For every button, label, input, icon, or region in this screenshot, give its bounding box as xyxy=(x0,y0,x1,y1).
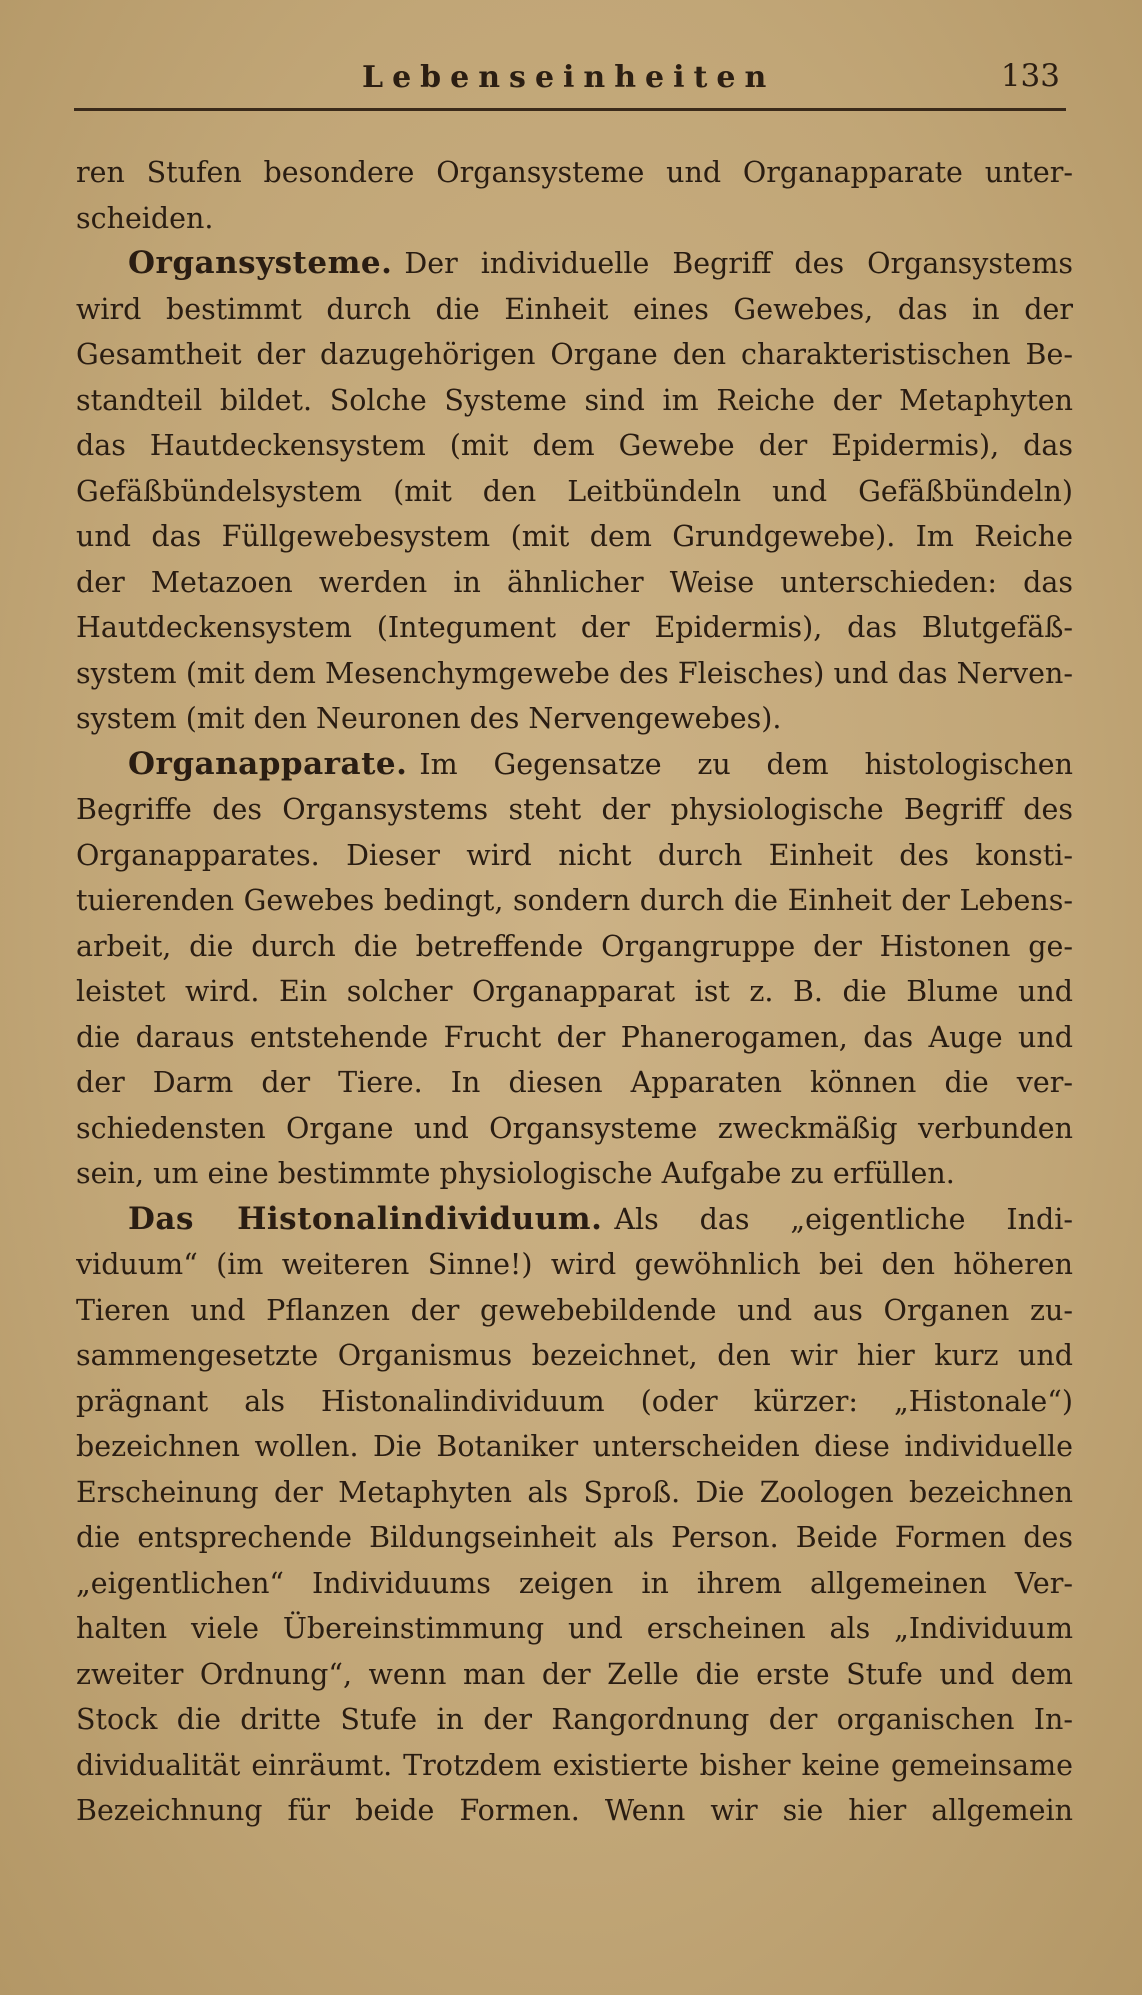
text-line xyxy=(76,514,1073,560)
line-text: system (mit den Neuronen des Nervengewebes). xyxy=(76,702,782,735)
line-text: Gefäßbündelsystem (mit den Leitbündeln und Gefäßbündeln) xyxy=(76,474,1073,508)
text-line xyxy=(76,1151,1073,1197)
text-line xyxy=(76,1060,1073,1106)
line-text: zweiter Ordnung“, wenn man der Zelle die erste Stufe und dem xyxy=(76,1657,1073,1691)
line-text: Im Gegensatze zu dem histologischen xyxy=(419,747,1073,781)
text-line xyxy=(76,469,1073,515)
text-line xyxy=(76,1106,1073,1152)
text-line xyxy=(76,605,1073,651)
line-text: tuierenden Gewebes bedingt, sondern durch die Einheit der Lebens- xyxy=(76,884,1073,917)
page-header xyxy=(74,58,1066,110)
text-line xyxy=(76,651,1073,697)
line-text: system (mit dem Mesenchymgewebe des Fleisches) und das Nerven- xyxy=(76,656,1073,690)
text-line xyxy=(76,1197,1073,1243)
line-text: Erscheinung der Metaphyten als Sproß. Die Zoologen bezeichnen xyxy=(76,1475,1073,1509)
text-line xyxy=(76,878,1073,924)
line-text: sein, um eine bestimmte physiologische Aufgabe zu erfüllen. xyxy=(76,1157,955,1190)
text-line xyxy=(76,1333,1073,1379)
text-line xyxy=(76,742,1073,788)
text-line xyxy=(76,560,1073,606)
running-head: Lebenseinheiten xyxy=(362,60,776,95)
text-line xyxy=(76,924,1073,970)
text-line xyxy=(76,423,1073,469)
line-text: das Hautdeckensystem (mit dem Gewebe der Epidermis), das xyxy=(76,429,1073,462)
text-line xyxy=(76,1515,1073,1561)
text-line xyxy=(76,378,1073,424)
body-text xyxy=(76,150,1073,1834)
text-line xyxy=(76,1652,1073,1698)
line-text: dividualität einräumt. Trotzdem existierte bisher keine gemeinsame xyxy=(76,1748,1073,1782)
section-heading: Organapparate. xyxy=(128,745,408,782)
text-line xyxy=(76,241,1073,287)
line-text: die daraus entstehende Frucht der Phanerogamen, das Auge und xyxy=(76,1020,1073,1054)
text-line xyxy=(76,1470,1073,1516)
line-text: Als das „eigentliche Indi- xyxy=(614,1202,1073,1236)
line-text: Bezeichnung für beide Formen. Wenn wir sie hier allgemein xyxy=(76,1794,1073,1827)
text-line xyxy=(76,787,1073,833)
text-line xyxy=(76,1561,1073,1607)
text-line xyxy=(76,287,1073,333)
text-line xyxy=(76,1606,1073,1652)
text-line xyxy=(76,696,1073,742)
line-text: bezeichnen wollen. Die Botaniker unterscheiden diese individuelle xyxy=(76,1430,1073,1463)
text-line xyxy=(76,1379,1073,1425)
line-text: die entsprechende Bildungseinheit als Person. Beide Formen des xyxy=(76,1521,1073,1554)
line-text: schiedensten Organe und Organsysteme zweckmäßig verbunden xyxy=(76,1111,1073,1145)
text-line xyxy=(76,196,1073,242)
line-text: viduum“ (im weiteren Sinne!) wird gewöhnlich bei den höheren xyxy=(76,1248,1073,1281)
line-text: leistet wird. Ein solcher Organapparat ist z. B. die Blume und xyxy=(76,975,1073,1008)
text-line xyxy=(76,1788,1073,1834)
line-text: Hautdeckensystem (Integument der Epidermis), das Blutgefäß- xyxy=(76,611,1073,644)
text-line xyxy=(76,1697,1073,1743)
header-rule xyxy=(74,108,1066,111)
line-text: Gesamtheit der dazugehörigen Organe den charakteristischen Be- xyxy=(76,338,1073,371)
section-heading: Organsysteme. xyxy=(128,245,393,281)
text-line xyxy=(76,1242,1073,1288)
text-line xyxy=(76,833,1073,879)
line-text: der Darm der Tiere. In diesen Apparaten können die ver- xyxy=(76,1066,1073,1099)
line-text: „eigentlichen“ Individuums zeigen in ihrem allgemeinen Ver- xyxy=(76,1566,1073,1600)
text-line xyxy=(76,969,1073,1015)
section-heading: Das Histonalindividuum. xyxy=(128,1200,603,1237)
line-text: der Metazoen werden in ähnlicher Weise unterschieden: das xyxy=(76,565,1073,599)
text-line xyxy=(76,1015,1073,1061)
line-text: Tieren und Pflanzen der gewebebildende und aus Organen zu- xyxy=(76,1293,1073,1327)
page-number: 133 xyxy=(1000,58,1060,94)
line-text: standteil bildet. Solche Systeme sind im Reiche der Metaphyten xyxy=(76,383,1073,417)
line-text: Der individuelle Begriff des Organsystems xyxy=(404,247,1073,280)
line-text: Organapparates. Dieser wird nicht durch Einheit des konsti- xyxy=(76,838,1073,872)
line-text: wird bestimmt durch die Einheit eines Gewebes, das in der xyxy=(76,292,1073,326)
line-text: und das Füllgewebesystem (mit dem Grundgewebe). Im Reiche xyxy=(76,520,1073,553)
text-line xyxy=(76,1424,1073,1470)
text-line xyxy=(76,150,1073,196)
text-line xyxy=(76,332,1073,378)
line-text: Stock die dritte Stufe in der Rangordnung der organischen In- xyxy=(76,1703,1073,1736)
text-line xyxy=(76,1743,1073,1789)
line-text: ren Stufen besondere Organsysteme und Organapparate unter- xyxy=(76,156,1073,189)
line-text: Begriffe des Organsystems steht der physiologische Begriff des xyxy=(76,793,1073,826)
text-line xyxy=(76,1288,1073,1334)
line-text: halten viele Übereinstimmung und erscheinen als „Individuum xyxy=(76,1612,1073,1645)
line-text: prägnant als Histonalindividuum (oder kürzer: „Histonale“) xyxy=(76,1384,1073,1418)
line-text: sammengesetzte Organismus bezeichnet, den wir hier kurz und xyxy=(76,1339,1073,1372)
line-text: scheiden. xyxy=(76,201,214,235)
line-text: arbeit, die durch die betreffende Organgruppe der Histonen ge- xyxy=(76,929,1073,963)
